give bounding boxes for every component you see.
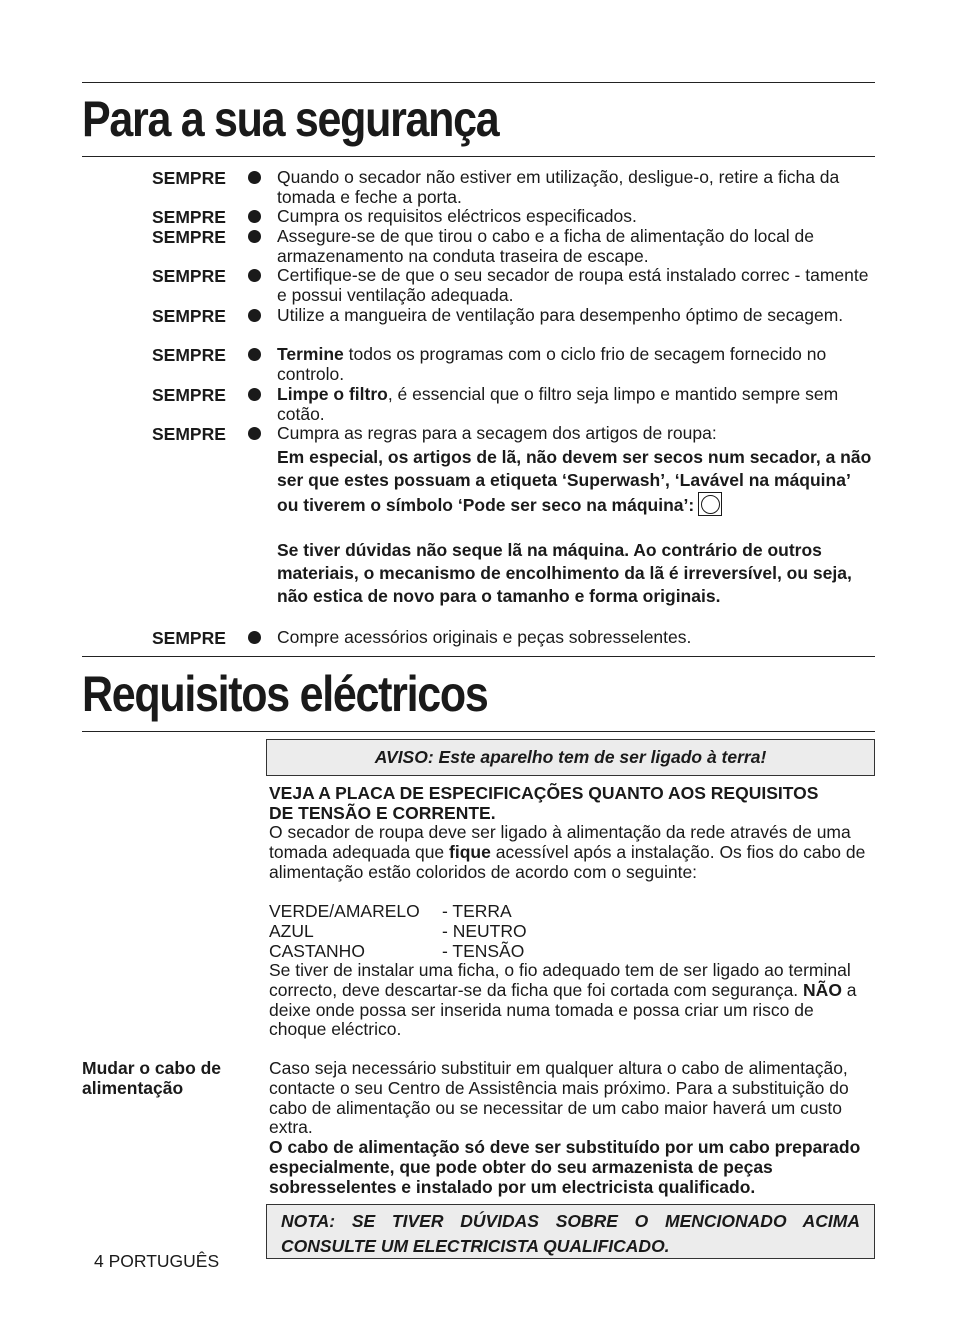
safety-item-text: Utilize a mangueira de ventilação para desempenho óptimo de secagem. bbox=[277, 305, 844, 325]
wire-color: CASTANHO bbox=[269, 940, 365, 961]
safety-item-text bbox=[277, 385, 875, 424]
safety-title-rule bbox=[82, 156, 875, 157]
sempre-label: SEMPRE bbox=[152, 345, 226, 365]
sempre-label: SEMPRE bbox=[152, 227, 226, 247]
safety-item-text: Certifique-se de que o seu secador de roupa está instalado correc - tamente e possui ventilação adequada. bbox=[277, 265, 869, 305]
wool-note bbox=[277, 446, 875, 518]
bullet-icon bbox=[248, 427, 261, 440]
bullet-icon bbox=[248, 269, 261, 282]
electrical-title: Requisitos eléctricos bbox=[82, 666, 488, 722]
safety-item-text: Compre acessórios originais e peças sobresselentes. bbox=[277, 627, 692, 647]
wire-function: - NEUTRO bbox=[442, 920, 527, 941]
tumble-dry-symbol-icon bbox=[698, 492, 722, 516]
bullet-icon bbox=[248, 348, 261, 361]
plug-paragraph bbox=[269, 961, 875, 1040]
wool-warning: Se tiver dúvidas não seque lã na máquina. Ao contrário de outros materiais, o mecanismo de encolhimento da lã é irreversível, ou seja, não estica de novo para o tamanho e forma originais. bbox=[277, 540, 852, 607]
emphasis: fique bbox=[449, 841, 491, 862]
qualified-electrician-note: NOTA: SE TIVER DÚVIDAS SOBRE O MENCIONADO ACIMA CONSULTE UM ELECTRICISTA QUALIFICADO. bbox=[266, 1204, 875, 1259]
plug-text: Se tiver de instalar uma ficha, o fio adequado tem de ser ligado ao terminal correcto, deve descartar-se da ficha que foi cortada com segurança. bbox=[269, 960, 851, 1000]
spec-heading: VEJA A PLACA DE ESPECIFICAÇÕES QUANTO AOS REQUISITOS DE TENSÃO E CORRENTE. bbox=[269, 783, 819, 823]
bullet-icon bbox=[248, 171, 261, 184]
earth-warning-box: AVISO: Este aparelho tem de ser ligado à terra! bbox=[266, 739, 875, 776]
sempre-label: SEMPRE bbox=[152, 628, 226, 648]
supply-text-rest: acessível após a instalação. Os fios do cabo de alimentação estão coloridos de acordo com o seguinte: bbox=[269, 841, 866, 882]
cable-paragraph: Caso seja necessário substituir em qualquer altura o cabo de alimentação, contacte o seu Centro de Assistência mais próximo. Para a substituição do cabo de alimentação ou se necessitar de um cabo maior haverá um custo extra. bbox=[269, 1058, 849, 1138]
sempre-label: SEMPRE bbox=[152, 424, 226, 444]
safety-item-text: Cumpra as regras para a secagem dos artigos de roupa: bbox=[277, 423, 717, 443]
emphasis: NÃO bbox=[803, 979, 842, 1000]
bullet-icon bbox=[248, 210, 261, 223]
sempre-label: SEMPRE bbox=[152, 306, 226, 326]
top-rule bbox=[82, 82, 875, 83]
bullet-icon bbox=[248, 230, 261, 243]
wool-note-text: Em especial, os artigos de lã, não devem ser secos num secador, a não ser que estes possuam a etiqueta ‘Superwash’, ‘Lavável na máquina’ ou tiverem o símbolo ‘Pode ser seco na máquina’: bbox=[277, 447, 872, 516]
wire-row bbox=[269, 942, 569, 962]
page-number: 4 PORTUGUÊS bbox=[94, 1251, 220, 1271]
bullet-icon bbox=[248, 388, 261, 401]
wire-color: AZUL bbox=[269, 920, 314, 941]
sempre-label: SEMPRE bbox=[152, 168, 226, 188]
emphasis: Termine bbox=[277, 344, 344, 364]
electrical-title-rule bbox=[82, 731, 875, 732]
wire-row bbox=[269, 922, 569, 942]
wire-row bbox=[269, 902, 569, 922]
supply-text: O secador de roupa deve ser ligado à alimentação da rede através de uma tomada adequada que bbox=[269, 822, 851, 862]
bullet-icon bbox=[248, 309, 261, 322]
safety-item-rest: , é essencial que o filtro seja limpo e mantido sempre sem cotão. bbox=[277, 384, 839, 424]
plug-text-rest: a deixe onde possa ser inserida numa tomada e possa criar um risco de choque eléctrico. bbox=[269, 979, 857, 1040]
wire-function: - TENSÃO bbox=[442, 940, 525, 961]
safety-item-rest: todos os programas com o ciclo frio de secagem fornecido no controlo. bbox=[277, 344, 827, 384]
safety-item-text bbox=[277, 345, 875, 384]
sempre-label: SEMPRE bbox=[152, 207, 226, 227]
safety-item-text: Quando o secador não estiver em utilização, desligue-o, retire a ficha da tomada e feche a porta. bbox=[277, 167, 840, 207]
wire-color: VERDE/AMARELO bbox=[269, 901, 420, 921]
emphasis: Limpe o filtro bbox=[277, 384, 388, 404]
wire-function: - TERRA bbox=[442, 901, 512, 921]
safety-item-text: Assegure-se de que tirou o cabo e a ficha de alimentação do local de armazenamento na conduta traseira de escape. bbox=[277, 226, 815, 266]
cable-bold-paragraph: O cabo de alimentação só deve ser substituído por um cabo preparado especialmente, que pode obter do seu armazenista de peças sobresselentes e instalado por um electricista qualificado. bbox=[269, 1137, 861, 1197]
supply-paragraph bbox=[269, 823, 875, 882]
safety-item-text: Cumpra os requisitos eléctricos especificados. bbox=[277, 206, 637, 226]
cable-heading: Mudar o cabo de alimentação bbox=[82, 1058, 222, 1098]
sempre-label: SEMPRE bbox=[152, 266, 226, 286]
wire-color-table bbox=[269, 902, 569, 961]
safety-title: Para a sua segurança bbox=[82, 91, 499, 147]
bullet-icon bbox=[248, 631, 261, 644]
sempre-label: SEMPRE bbox=[152, 385, 226, 405]
electrical-top-rule bbox=[82, 656, 875, 657]
